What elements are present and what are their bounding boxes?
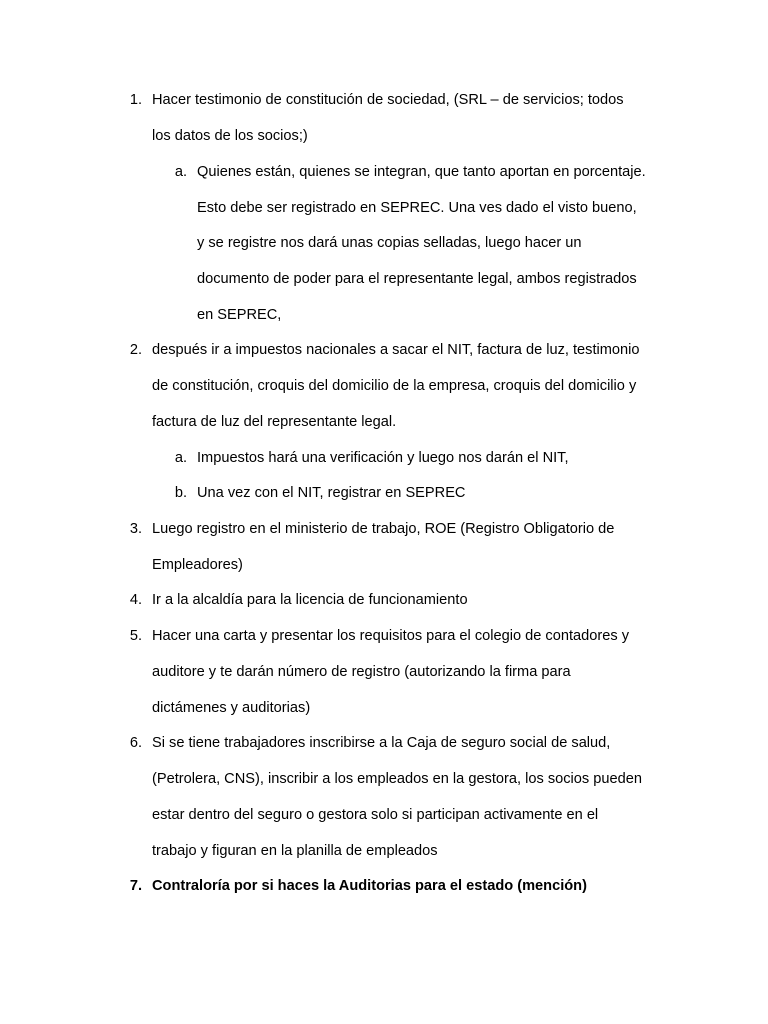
list-item-text-line: trabajo y figuran en la planilla de empleados [152,843,438,859]
list-number: 2. [129,342,142,358]
sub-list-item-text-line: y se registre nos dará unas copias selladas, luego hacer un [197,235,582,251]
sub-list-item-text-line: Quienes están, quienes se integran, que tanto aportan en porcentaje. [197,164,646,180]
sub-list-letter: a. [174,450,187,466]
list-item-text-line: Si se tiene trabajadores inscribirse a la Caja de seguro social de salud, [152,735,611,751]
list-item-text-line: Luego registro en el ministerio de trabajo, ROE (Registro Obligatorio de [152,521,615,537]
list-number: 5. [129,628,142,644]
list-number: 1. [129,92,142,108]
list-item-text-line: (Petrolera, CNS), inscribir a los empleados en la gestora, los socios pueden [152,771,642,787]
list-item-text-line: de constitución, croquis del domicilio de la empresa, croquis del domicilio y [152,378,637,394]
list-item-text-line: después ir a impuestos nacionales a sacar el NIT, factura de luz, testimonio [152,342,640,358]
sub-list-item-text-line: documento de poder para el representante legal, ambos registrados [197,271,637,287]
sub-list-item-text-line: en SEPREC, [197,307,282,323]
sub-list-item-text-line: Una vez con el NIT, registrar en SEPREC [197,485,466,501]
list-number: 6. [129,735,142,751]
list-item-text-line: Empleadores) [152,557,243,573]
list-item-text-line: factura de luz del representante legal. [152,414,397,430]
sub-list-item-text-line: Impuestos hará una verificación y luego nos darán el NIT, [197,450,569,466]
sub-list-letter: a. [174,164,187,180]
list-item-text-line: dictámenes y auditorias) [152,700,311,716]
list-item-text-line: Contraloría por si haces la Auditorias para el estado (mención) [152,878,587,894]
list-item-text-line: Ir a la alcaldía para la licencia de funcionamiento [152,592,468,608]
list-item-text-line: auditore y te darán número de registro (autorizando la firma para [152,664,571,680]
list-item-text-line: estar dentro del seguro o gestora solo si participan activamente en el [152,807,599,823]
list-item-text-line: Hacer una carta y presentar los requisitos para el colegio de contadores y [152,628,629,644]
list-number: 4. [129,592,142,608]
sub-list-item-text-line: Esto debe ser registrado en SEPREC. Una ves dado el visto bueno, [197,200,637,216]
list-item-text-line: los datos de los socios;) [152,128,308,144]
sub-list-letter: b. [174,485,187,501]
list-number: 3. [129,521,142,537]
list-item-text-line: Hacer testimonio de constitución de sociedad, (SRL – de servicios; todos [152,92,624,108]
list-number: 7. [129,878,142,894]
